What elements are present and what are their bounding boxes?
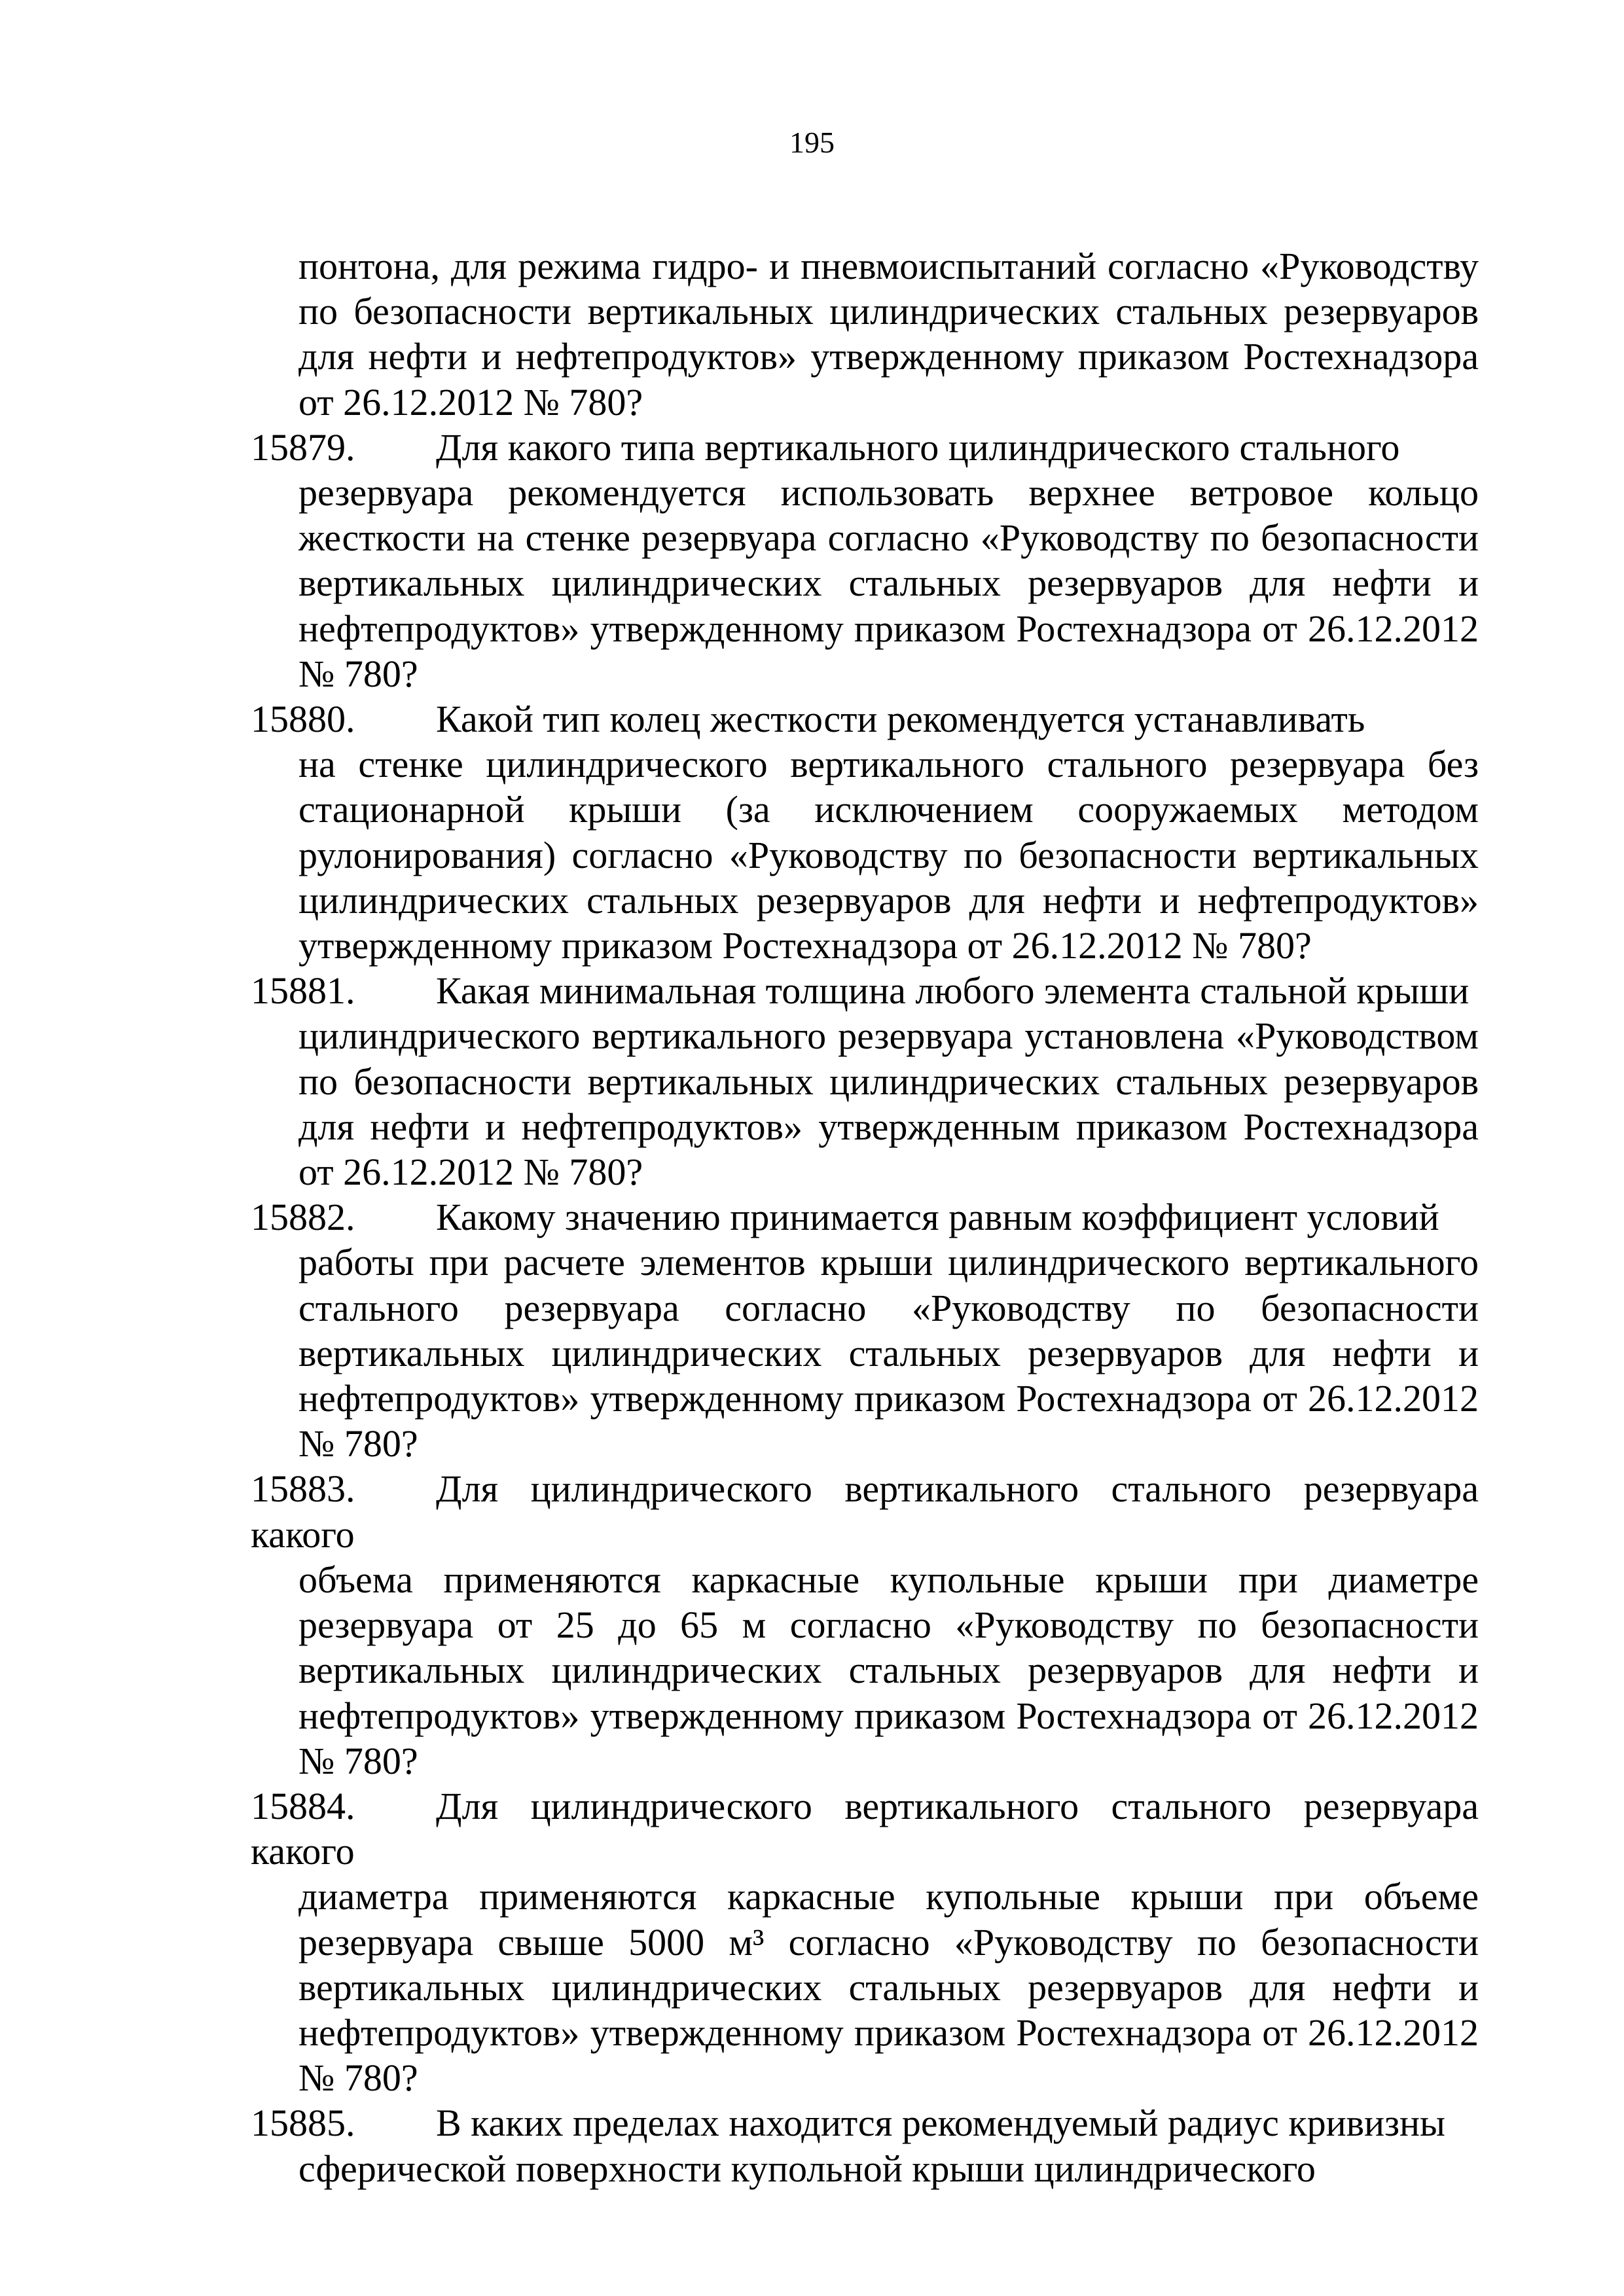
question-text-start: Какая минимальная толщина любого элемента стальной крыши [436,969,1470,1013]
question-number: 15882. [251,1196,355,1239]
question-number: 15884. [251,1784,355,1827]
question-item [251,425,1479,696]
question-text-start: В каких пределах находится рекомендуемый радиус кривизны [436,2102,1445,2145]
question-first-line [251,2100,1479,2145]
question-number: 15880. [251,698,355,741]
question-item [251,2100,1479,2191]
question-first-line [251,1194,1479,1240]
continued-paragraph [251,243,1479,425]
question-text: работы при расчете элементов крыши цилиндрического вертикального стального резервуара согласно «Руководству по безопасности вертикальных цилиндрических стальных резервуаров для нефти и нефтепродуктов» утвержденному приказом Ростехнадзора от 26.12.2012 № 780? [298,1241,1479,1465]
question-number: 15883. [251,1467,355,1511]
question-item [251,1466,1479,1783]
question-text-start: Для какого типа вертикального цилиндрического стального [436,425,1400,469]
question-text: резервуара рекомендуется использовать верхнее ветровое кольцо жесткости на стенке резервуара согласно «Руководству по безопасности вертикальных цилиндрических стальных резервуаров для нефти и нефтепродуктов» утвержденному приказом Ростехнадзора от 26.12.2012 № 780? [298,471,1479,695]
question-first-line [251,1466,1479,1556]
question-text: сферической поверхности купольной крыши цилиндрического [298,2147,1316,2190]
question-number: 15885. [251,2102,355,2145]
question-number: 15881. [251,969,355,1013]
question-item [251,1784,1479,2100]
continued-paragraph-text: понтона, для режима гидро- и пневмоиспытаний согласно «Руководству по безопасности вертикальных цилиндрических стальных резервуаров для нефти и нефтепродуктов» утвержденному приказом Ростехнадзора от 26.12.2012 № 780? [298,245,1479,423]
document-body [251,243,1479,2191]
question-text-start: Какой тип колец жесткости рекомендуется устанавливать [436,698,1365,741]
question-item [251,968,1479,1194]
question-item [251,1194,1479,1466]
question-text-start: Для цилиндрического вертикального стального резервуара какого [251,1784,1479,1873]
question-text: цилиндрического вертикального резервуара установлена «Руководством по безопасности вертикальных цилиндрических стальных резервуаров для нефти и нефтепродуктов» утвержденным приказом Ростехнадзора от 26.12.2012 № 780? [298,1014,1479,1194]
question-text: диаметра применяются каркасные купольные крыши при объеме резервуара свыше 5000 м³ согласно «Руководству по безопасности вертикальных цилиндрических стальных резервуаров для нефти и нефтепродуктов» утвержденному приказом Ростехнадзора от 26.12.2012 № 780? [298,1875,1479,2100]
question-text: объема применяются каркасные купольные крыши при диаметре резервуара от 25 до 65 м согласно «Руководству по безопасности вертикальных цилиндрических стальных резервуаров для нефти и нефтепродуктов» утвержденному приказом Ростехнадзора от 26.12.2012 № 780? [298,1558,1479,1782]
question-text: на стенке цилиндрического вертикального стального резервуара без стационарной крыши (за исключением сооружаемых методом рулонирования) согласно «Руководству по безопасности вертикальных цилиндрических стальных резервуаров для нефти и нефтепродуктов» утвержденному приказом Ростехнадзора от 26.12.2012 № 780? [298,743,1479,967]
question-text-start: Какому значению принимается равным коэффициент условий [436,1196,1439,1239]
question-item [251,696,1479,968]
question-number: 15879. [251,425,355,469]
question-first-line [251,425,1479,470]
question-first-line [251,1784,1479,1874]
question-first-line [251,968,1479,1013]
question-first-line [251,696,1479,742]
question-text-start: Для цилиндрического вертикального стального резервуара какого [251,1467,1479,1556]
page-number: 195 [789,126,835,159]
